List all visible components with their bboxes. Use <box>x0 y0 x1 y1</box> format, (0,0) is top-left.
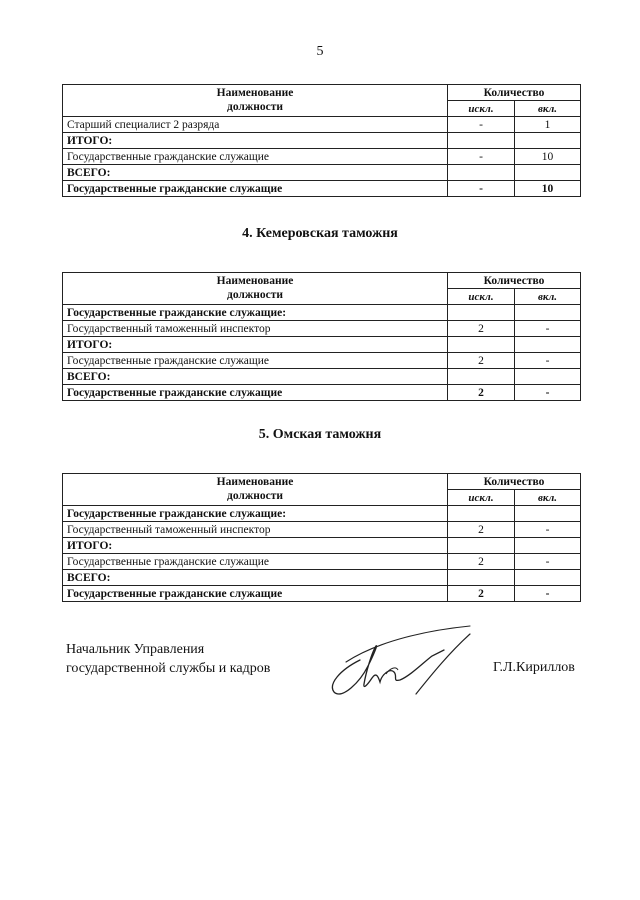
table-row <box>63 353 581 369</box>
table-row <box>63 522 581 538</box>
row-incl <box>515 506 581 522</box>
header-incl: вкл. <box>515 289 581 305</box>
signatory-name: Г.Л.Кириллов <box>493 660 575 675</box>
row-incl: 10 <box>515 181 581 197</box>
row-excl: 2 <box>448 586 515 602</box>
header-name-line2: должности <box>227 490 283 502</box>
table-row <box>63 165 581 181</box>
row-name: Государственные гражданские служащие <box>63 554 448 570</box>
row-excl <box>448 165 515 181</box>
row-name: Государственный таможенный инспектор <box>63 321 448 337</box>
table-row <box>63 305 581 321</box>
row-incl: - <box>515 321 581 337</box>
positions-table-kemerovo <box>62 272 581 401</box>
page-number: 5 <box>316 44 324 59</box>
table-row <box>63 321 581 337</box>
row-excl: 2 <box>448 321 515 337</box>
row-incl: - <box>515 385 581 401</box>
row-incl: - <box>515 353 581 369</box>
row-incl: - <box>515 522 581 538</box>
header-excl: искл. <box>448 289 515 305</box>
row-name: Государственные гражданские служащие <box>63 385 448 401</box>
row-incl <box>515 369 581 385</box>
row-name: ВСЕГО: <box>63 369 448 385</box>
signatory-position <box>66 640 270 678</box>
table-row <box>63 385 581 401</box>
row-name: ИТОГО: <box>63 538 448 554</box>
header-name-line2: должности <box>227 101 283 113</box>
row-name: Государственный таможенный инспектор <box>63 522 448 538</box>
row-excl <box>448 369 515 385</box>
row-incl <box>515 570 581 586</box>
row-incl <box>515 305 581 321</box>
section-title-omsk: 5. Омская таможня <box>258 427 382 442</box>
row-excl: - <box>448 117 515 133</box>
header-name-line1: Наименование <box>216 87 294 99</box>
row-excl: 2 <box>448 353 515 369</box>
row-name: ИТОГО: <box>63 337 448 353</box>
row-excl: - <box>448 181 515 197</box>
signature-icon <box>320 622 490 702</box>
row-excl <box>448 570 515 586</box>
row-excl <box>448 133 515 149</box>
header-quantity: Количество <box>448 85 581 101</box>
row-excl: 2 <box>448 522 515 538</box>
row-name: ВСЕГО: <box>63 165 448 181</box>
section-title-kemerovo: 4. Кемеровская таможня <box>242 226 398 241</box>
position-line2: государственной службы и кадров <box>66 661 271 676</box>
header-excl: искл. <box>448 490 515 506</box>
row-incl <box>515 337 581 353</box>
row-excl: 2 <box>448 385 515 401</box>
row-name: Государственные гражданские служащие <box>63 181 448 197</box>
row-name: Государственные гражданские служащие <box>63 353 448 369</box>
row-excl <box>448 305 515 321</box>
row-excl <box>448 337 515 353</box>
table-row <box>63 570 581 586</box>
positions-table-1 <box>62 84 581 197</box>
header-quantity: Количество <box>448 273 581 289</box>
row-name: Государственные гражданские служащие: <box>63 305 448 321</box>
row-incl <box>515 538 581 554</box>
position-line1: Начальник Управления <box>66 642 205 657</box>
row-incl <box>515 133 581 149</box>
header-incl: вкл. <box>515 101 581 117</box>
row-incl: 10 <box>515 149 581 165</box>
table-row <box>63 586 581 602</box>
header-name-cell <box>63 474 448 506</box>
table-row <box>63 538 581 554</box>
row-name: Государственные гражданские служащие: <box>63 506 448 522</box>
table-row <box>63 133 581 149</box>
header-name-line2: должности <box>227 289 283 301</box>
row-incl: - <box>515 554 581 570</box>
header-excl: искл. <box>448 101 515 117</box>
row-incl <box>515 165 581 181</box>
table-row <box>63 117 581 133</box>
row-incl: - <box>515 586 581 602</box>
row-name: ВСЕГО: <box>63 570 448 586</box>
row-excl <box>448 506 515 522</box>
row-excl <box>448 538 515 554</box>
table-row <box>63 149 581 165</box>
table-row <box>63 337 581 353</box>
table-row <box>63 181 581 197</box>
header-name-cell <box>63 273 448 305</box>
row-name: Государственные гражданские служащие <box>63 586 448 602</box>
header-quantity: Количество <box>448 474 581 490</box>
table-row <box>63 506 581 522</box>
row-incl: 1 <box>515 117 581 133</box>
row-name: ИТОГО: <box>63 133 448 149</box>
table-row <box>63 554 581 570</box>
header-name-line1: Наименование <box>216 275 294 287</box>
header-name-cell <box>63 85 448 117</box>
row-name: Старший специалист 2 разряда <box>63 117 448 133</box>
row-name: Государственные гражданские служащие <box>63 149 448 165</box>
header-incl: вкл. <box>515 490 581 506</box>
header-name-line1: Наименование <box>216 476 294 488</box>
positions-table-omsk <box>62 473 581 602</box>
table-row <box>63 369 581 385</box>
row-excl: 2 <box>448 554 515 570</box>
row-excl: - <box>448 149 515 165</box>
